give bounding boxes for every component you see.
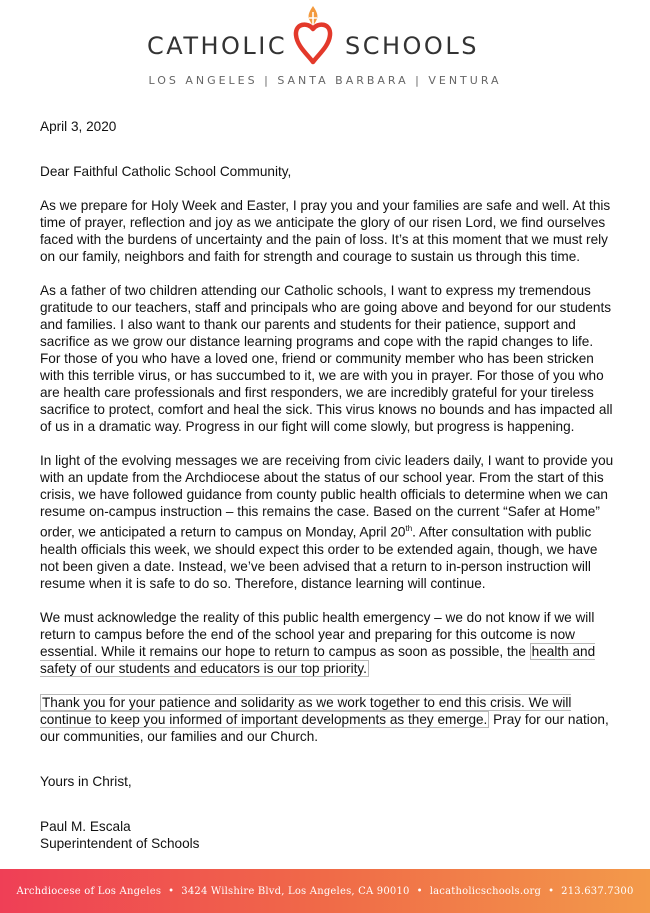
letterhead-tagline: LOS ANGELES | SANTA BARBARA | VENTURA — [148, 74, 502, 87]
paragraph-4-text: We must acknowledge the reality of this public health emergency – we do not know if we will return to campus before the end of the school year and preparing for this outcome is now essential. While it remains our hope to return to campus as soon as possible, the — [40, 609, 595, 659]
paragraph-2: As a father of two children attending our Catholic schools, I want to express my tremendous gratitude to our teachers, staff and principals who are going above and beyond for our students and families. I also want to thank our parents and students for their patience, support and sacrifice as we grow our distance learning programs and cope with the rapid changes to life. For those of you who have a loved one, friend or community member who has been stricken with this terrible virus, or has succumbed to it, we are with you in prayer. For those of you who are health care professionals and first responders, we are incredibly grateful for your tireless sacrifice to protect, comfort and heal the sick. This virus knows no bounds and has impacted all of us in a dramatic way. Progress in our fight will come slowly, but progress is happening. — [40, 283, 613, 434]
paragraph-5-text: Pray for our nation, our communities, our families and our Church. — [40, 711, 609, 744]
letter-body — [40, 118, 615, 852]
letter-salutation: Dear Faithful Catholic School Community, — [40, 164, 292, 179]
footer-separator: • — [548, 885, 555, 897]
paragraph-3-text-a: In light of the evolving messages we are receiving from civic leaders daily, I want to provide you with an update from the Archdiocese about the status of our school year. From the start of this crisis, we have followed guidance from county public health officials to determine when we can resume on-campus instruction – this remains the case. Based on the current “Safer at Home” order, we anticipated a return to campus on Monday, April 20 — [40, 453, 614, 540]
signer-title: Superintendent of Schools — [40, 835, 200, 851]
letter-closing: Yours in Christ, — [40, 773, 132, 789]
letterhead — [0, 0, 650, 100]
signer-name: Paul M. Escala — [40, 818, 131, 834]
paragraph-4 — [40, 609, 615, 677]
heart-flame-logo-icon — [290, 2, 336, 66]
paragraph-3-text-b: . After consultation with public health officials this week, we should expect this order to be extended again, though, we have not been given a date. Instead, we’ve been advised that a return to in-person instruction will resume when it is safe to do so. Therefore, distance learning will continue. — [40, 524, 598, 591]
logo-text-schools: SCHOOLS — [345, 32, 479, 60]
paragraph-3 — [40, 452, 615, 592]
footer-separator: • — [416, 885, 423, 897]
highlight-box-safety: health and safety of our students and educators is our top priority. — [40, 643, 596, 676]
logo-text-catholic: CATHOLIC — [147, 32, 288, 60]
footer-separator: • — [168, 885, 175, 897]
footer-address: 3424 Wilshire Blvd, Los Angeles, CA 90010 — [181, 885, 410, 897]
footer-phone: 213.637.7300 — [561, 885, 634, 897]
highlight-box-thanks: Thank you for your patience and solidarity as we work together to end this crisis. We will continue to keep you informed of important developments as they emerge. — [40, 694, 572, 727]
ordinal-suffix: th — [405, 524, 413, 533]
footer-org: Archdiocese of Los Angeles — [16, 885, 162, 897]
letter-date: April 3, 2020 — [40, 119, 117, 134]
paragraph-5 — [40, 694, 615, 745]
footer-bar — [0, 869, 650, 913]
paragraph-1: As we prepare for Holy Week and Easter, I pray you and your families are safe and well. At this time of prayer, reflection and joy as we anticipate the glory of our risen Lord, we find ourselves faced with the burdens of uncertainty and the pain of loss. It’s at this moment that we must rely on our family, neighbors and faith for strength and courage to sustain us through this time. — [40, 198, 611, 264]
footer-website-link[interactable]: lacatholicschools.org — [429, 885, 542, 897]
signature-block — [40, 818, 615, 852]
